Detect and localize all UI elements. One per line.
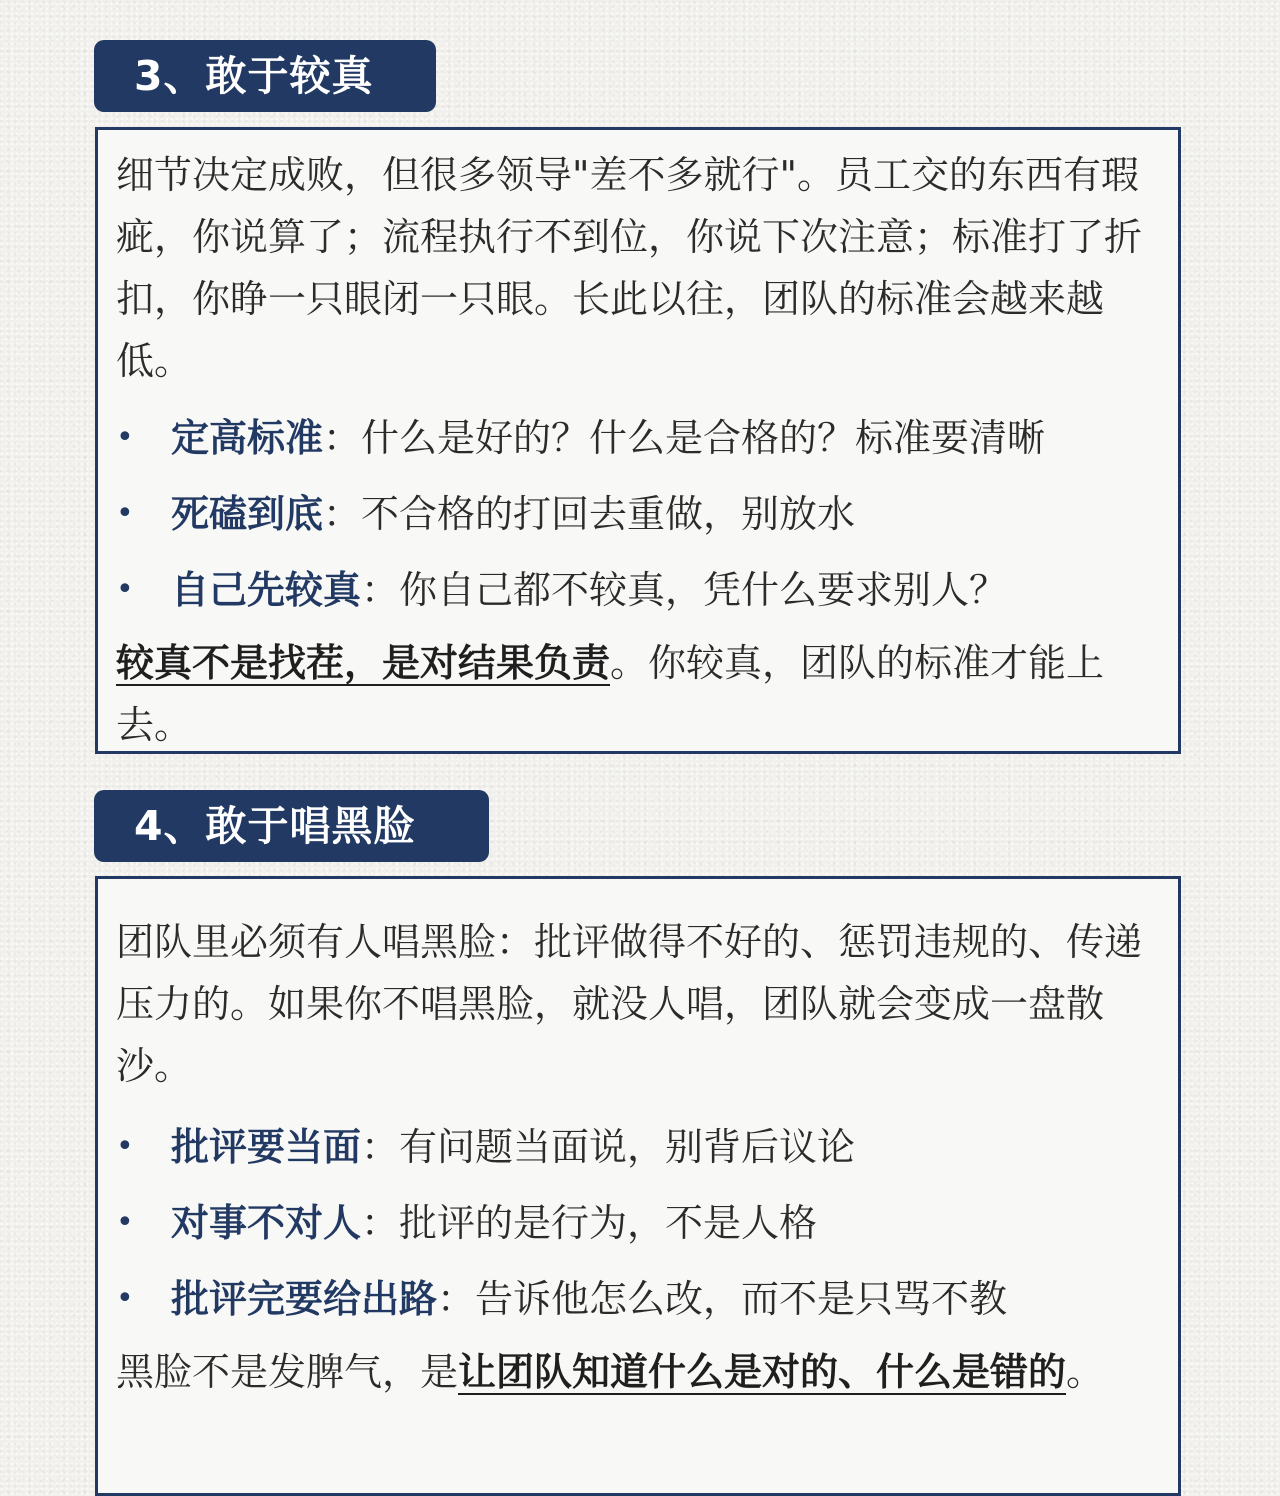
closing-text: 。你较真，团队的标准才能上去。	[116, 641, 1105, 747]
section-4-intro: 团队里必须有人唱黑脸：批评做得不好的、惩罚违规的、传递压力的。如果你不唱黑脸，就没人唱，团队就会变成一盘散沙。	[116, 920, 1143, 1088]
bullet-keyword: 自己先较真	[171, 568, 362, 612]
closing-prefix: 黑脸不是发脾气，是	[116, 1350, 459, 1394]
section-3-closing	[116, 632, 1158, 756]
bullet-text: 批评的是行为，不是人格	[399, 1201, 818, 1245]
list-item	[116, 400, 1158, 476]
closing-end: 。	[1066, 1350, 1105, 1394]
bullet-icon: •	[116, 1205, 134, 1240]
section-3-intro: 细节决定成败，但很多领导"差不多就行"。员工交的东西有瑕疵，你说算了；流程执行不到位，你说下次注意；标准打了折扣，你睁一只眼闭一只眼。长此以往，团队的标准会越来越低。	[116, 153, 1143, 383]
list-item	[116, 476, 1158, 552]
section-4-title: 4、敢于唱黑脸	[94, 790, 489, 862]
bullet-separator: ：	[323, 492, 362, 536]
section-4-closing	[116, 1341, 1158, 1403]
bullet-separator: ：	[361, 1201, 400, 1245]
bullet-text: 不合格的打回去重做，别放水	[361, 492, 856, 536]
bullet-icon: •	[116, 1281, 134, 1316]
bullet-icon: •	[116, 496, 134, 531]
bullet-text: 有问题当面说，别背后议论	[399, 1125, 856, 1169]
bullet-icon: •	[116, 1129, 134, 1164]
list-item	[116, 1185, 1158, 1261]
closing-emphasis: 让团队知道什么是对的、什么是错的	[458, 1350, 1067, 1394]
bullet-separator: ：	[323, 416, 362, 460]
bullet-text: 告诉他怎么改，而不是只骂不教	[475, 1277, 1008, 1321]
closing-emphasis: 较真不是找茬，是对结果负责	[116, 641, 611, 685]
bullet-icon: •	[116, 572, 134, 607]
section-3-title: 3、敢于较真	[94, 40, 436, 112]
bullet-keyword: 定高标准	[171, 416, 324, 460]
bullet-keyword: 死磕到底	[171, 492, 324, 536]
bullet-text: 你自己都不较真，凭什么要求别人？	[399, 568, 1008, 612]
bullet-text: 什么是好的？什么是合格的？标准要清晰	[361, 416, 1046, 460]
list-item	[116, 1109, 1158, 1185]
list-item	[116, 552, 1158, 628]
bullet-keyword: 批评完要给出路	[171, 1277, 438, 1321]
bullet-keyword: 对事不对人	[171, 1201, 362, 1245]
bullet-separator: ：	[361, 568, 400, 612]
bullet-separator: ：	[437, 1277, 476, 1321]
list-item	[116, 1261, 1158, 1337]
bullet-keyword: 批评要当面	[171, 1125, 362, 1169]
bullet-icon: •	[116, 420, 134, 455]
section-4-box	[95, 876, 1181, 1496]
section-3-box	[95, 127, 1181, 754]
bullet-separator: ：	[361, 1125, 400, 1169]
